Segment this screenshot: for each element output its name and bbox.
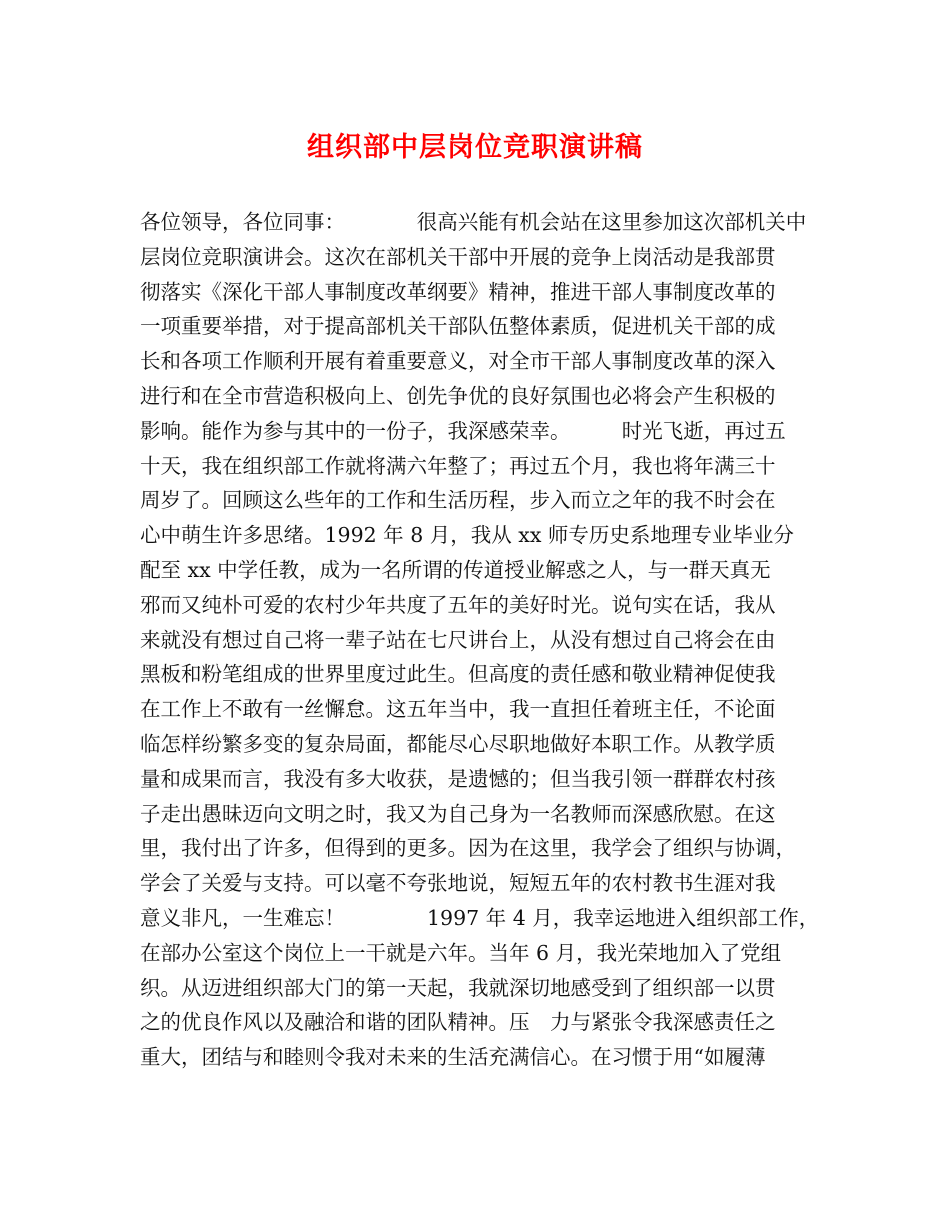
body-line: 黑板和粉笔组成的世界里度过此生。但高度的责任感和敬业精神促使我 [140,662,776,687]
document-body [140,205,820,1075]
body-line: 重大，团结与和睦则令我对未来的生活充满信心。在习惯于用“如履薄 [140,1045,766,1070]
document-title: 组织部中层岗位竞职演讲稿 [307,132,643,163]
body-line: 周岁了。回顾这么些年的工作和生活历程，步入而立之年的我不时会在 [140,488,776,513]
body-line: 之的优良作风以及融洽和谐的团队精神。压 力与紧张令我深感责任之 [140,1010,776,1035]
body-line: 意义非凡，一生难忘！ 1997 年 4 月，我幸运地进入组织部工作， [140,905,820,930]
body-line: 层岗位竞职演讲会。这次在部机关干部中开展的竞争上岗活动是我部贯 [140,244,776,269]
body-line: 各位领导，各位同事： 很高兴能有机会站在这里参加这次部机关中 [140,210,807,234]
body-line: 进行和在全市营造积极向上、创先争优的良好氛围也必将会产生积极的 [140,383,776,408]
body-line: 子走出愚昧迈向文明之时，我又为自己身为一名教师而深感欣慰。在这 [140,801,776,826]
body-line: 影响。能作为参与其中的一份子，我深感荣幸。 时光飞逝，再过五 [140,418,786,443]
body-line: 配至 xx 中学任教，成为一名所谓的传道授业解惑之人，与一群天真无 [140,557,771,582]
body-line: 临怎样纷繁多变的复杂局面，都能尽心尽职地做好本职工作。从教学质 [140,731,776,756]
body-line: 一项重要举措，对于提高部机关干部队伍整体素质，促进机关干部的成 [140,314,776,339]
body-line: 长和各项工作顺利开展有着重要意义，对全市干部人事制度改革的深入 [140,349,776,374]
body-line: 里，我付出了许多，但得到的更多。因为在这里，我学会了组织与协调， [140,836,796,861]
body-line: 在部办公室这个岗位上一干就是六年。当年 6 月，我光荣地加入了党组 [140,940,782,965]
body-line: 学会了关爱与支持。可以毫不夸张地说，短短五年的农村教书生涯对我 [140,871,776,896]
body-line: 量和成果而言，我没有多大收获，是遗憾的；但当我引领一群群农村孩 [140,766,776,791]
body-line: 邪而又纯朴可爱的农村少年共度了五年的美好时光。说句实在话，我从 [140,592,776,617]
body-line: 来就没有想过自己将一辈子站在七尺讲台上，从没有想过自己将会在由 [140,627,776,652]
body-line: 彻落实《深化干部人事制度改革纲要》精神，推进干部人事制度改革的 [140,279,776,304]
body-line: 在工作上不敢有一丝懈怠。这五年当中，我一直担任着班主任，不论面 [140,697,776,722]
body-line: 十天，我在组织部工作就将满六年整了；再过五个月，我也将年满三十 [140,453,776,478]
body-line: 心中萌生许多思绪。1992 年 8 月，我从 xx 师专历史系地理专业毕业分 [140,523,794,548]
body-line: 织。从迈进组织部大门的第一天起，我就深切地感受到了组织部一以贯 [140,975,776,1000]
